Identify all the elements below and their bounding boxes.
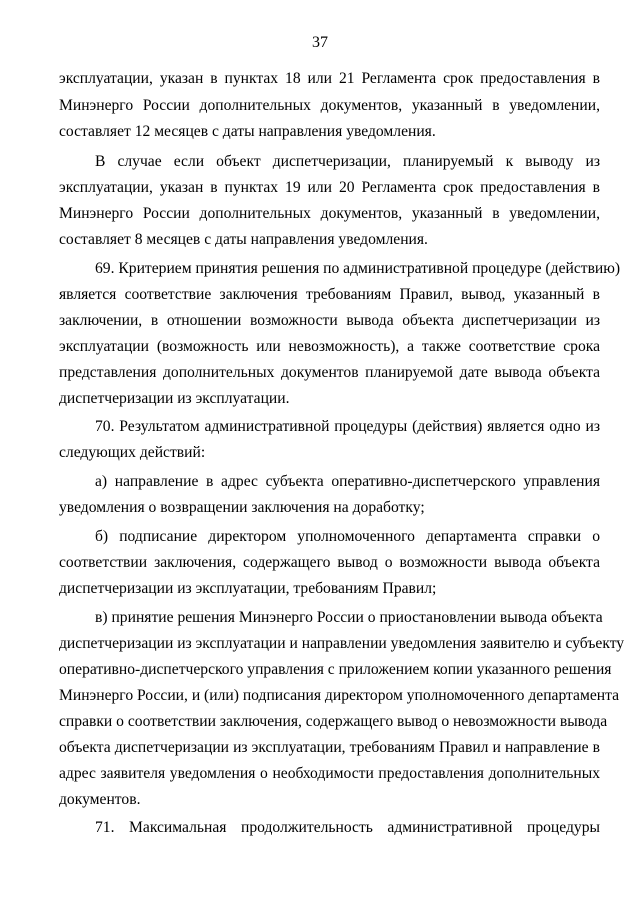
- text-line: диспетчеризации из эксплуатации, требованиям Правил;: [59, 580, 437, 597]
- text-line: оперативно-диспетчерского управления с приложением копии указанного решения: [59, 661, 612, 678]
- text-line: в) принятие решения Минэнерго России о приостановлении вывода объекта: [95, 609, 603, 626]
- text-line: соответствии заключения, содержащего вывод о возможности вывода объекта: [59, 554, 600, 571]
- text-line: эксплуатации, указан в пунктах 19 или 20 Регламента срок предоставления в: [59, 179, 600, 196]
- text-line: справки о соответствии заключения, содержащего вывод о невозможности вывода: [59, 713, 608, 730]
- text-line: представления дополнительных документов планируемой дате вывода объекта: [59, 364, 600, 381]
- text-line: эксплуатации (возможность или невозможность), а также соответствие срока: [59, 338, 600, 355]
- text-line: объекта диспетчеризации из эксплуатации, требованиям Правил и направление в: [59, 739, 600, 756]
- text-line: эксплуатации, указан в пунктах 18 или 21 Регламента срок предоставления в: [59, 70, 600, 87]
- text-line: диспетчеризации из эксплуатации и направлении уведомления заявителю и субъекту: [59, 635, 625, 652]
- text-line: Минэнерго России дополнительных документов, указанный в уведомлении,: [59, 97, 600, 114]
- text-line: б) подписание директором уполномоченного департамента справки о: [95, 528, 600, 545]
- text-line: является соответствие заключения требованиям Правил, вывод, указанный в: [59, 286, 600, 303]
- text-line: составляет 8 месяцев с даты направления уведомления.: [59, 231, 428, 248]
- text-line: Минэнерго России дополнительных документов, указанный в уведомлении,: [59, 205, 600, 222]
- text-line: а) направление в адрес субъекта оперативно-диспетчерского управления: [95, 473, 600, 490]
- text-line: документов.: [59, 791, 141, 808]
- text-line: Минэнерго России, и (или) подписания директором уполномоченного департамента: [59, 687, 620, 704]
- text-line: уведомления о возвращении заключения на доработку;: [59, 499, 425, 516]
- text-line: 70. Результатом административной процедуры (действия) является одно из: [95, 418, 600, 435]
- text-line: составляет 12 месяцев с даты направления уведомления.: [59, 123, 436, 140]
- page-number: 37: [312, 34, 328, 51]
- text-line: 71. Максимальная продолжительность административной процедуры: [95, 819, 600, 836]
- text-line: адрес заявителя уведомления о необходимости предоставления дополнительных: [59, 765, 600, 782]
- text-line: В случае если объект диспетчеризации, планируемый к выводу из: [95, 153, 600, 170]
- text-line: заключении, в отношении возможности вывода объекта диспетчеризации из: [59, 312, 600, 329]
- text-line: следующих действий:: [59, 444, 206, 461]
- text-line: 69. Критерием принятия решения по административной процедуре (действию): [95, 260, 621, 277]
- text-line: диспетчеризации из эксплуатации.: [59, 390, 290, 407]
